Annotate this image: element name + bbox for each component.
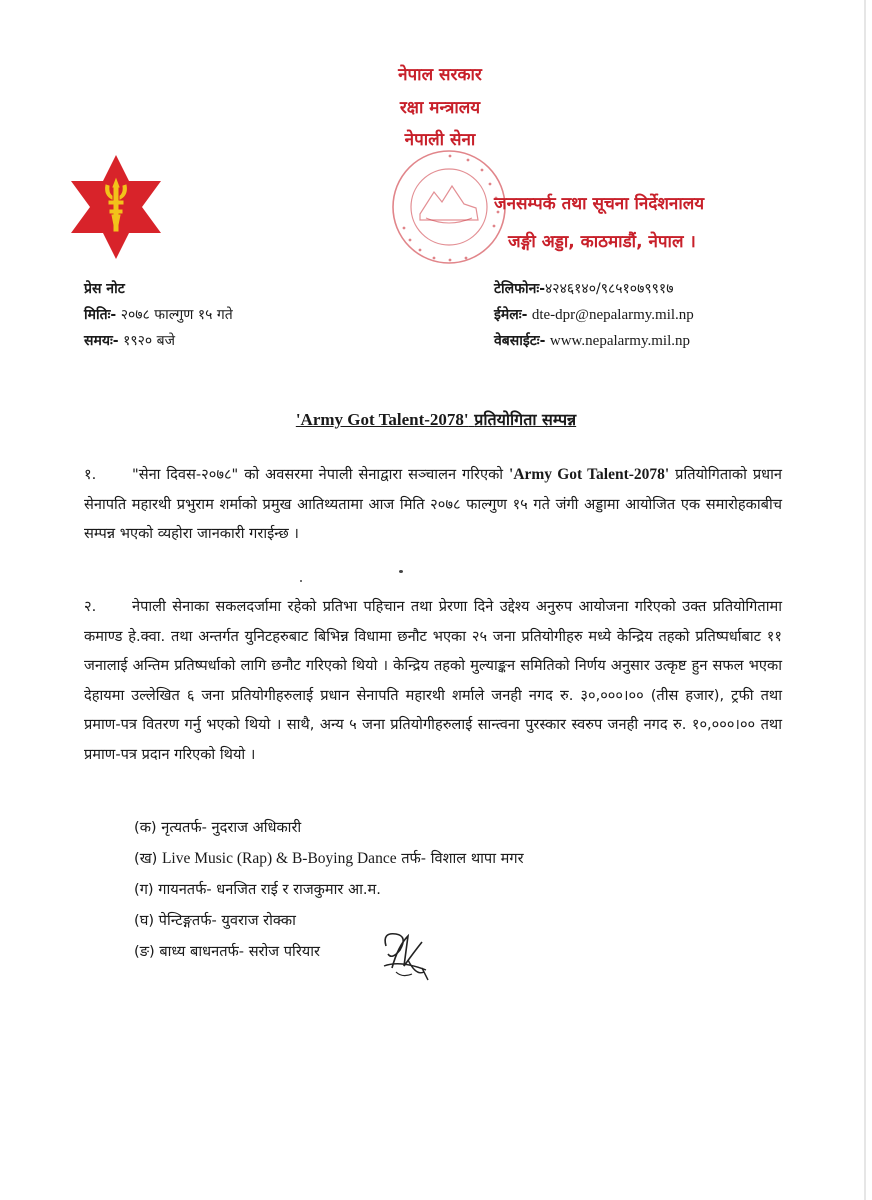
paragraph-2 [84,592,782,769]
date-value: २०७८ फाल्गुण १५ गते [120,307,233,323]
winners-list [134,812,524,967]
date-row [84,302,233,328]
paragraph-2-number: २. [84,598,97,615]
paragraph-1-number: १. [84,466,97,483]
list-item [134,843,524,874]
list-item-prefix: (ख) [134,850,158,867]
list-item: (ङ) बाध्य बाधनतर्फ- सरोज परियार [134,943,321,960]
phone-label: टेलिफोनः- [494,281,546,297]
press-meta-left [84,276,233,354]
email-label: ईमेलः- [494,307,528,323]
government-heading: नेपाल सरकार [398,65,482,85]
paragraph-2-text: नेपाली सेनाका सकलदर्जामा रहेको प्रतिभा पहिचान तथा प्रेरणा दिने उद्देश्य अनुरुप आयोजना गरिएको उक्त प्रतियोगितामा कमाण्ड हे.क्वा. तथा अन्तर्गत युनिटहरुबाट बिभिन्न विधामा छनौट भएका २५ जना प्रतियोगीहरु मध्ये केन्द्रिय तहको प्रतिष्पर्धाबाट ११ जनालाई अन्तिम प्रतिष्पर्धाको लागि छनौट गरिएको थियो । केन्द्रिय तहको मुल्याङ्कन समितिको निर्णय अनुसार उत्कृष्ट हुन सफल भएका देहायमा उल्लेखित ६ जना प्रतियोगीहरुलाई प्रधान सेनापति महारथी शर्माले जनही नगद रु. ३०,०००।०० (तीस हजार), ट्रफी तथा प्रमाण-पत्र वितरण गर्नु भएको थियो । साथै, अन्य ५ जना प्रतियोगीहरुलाई सान्त्वना पुरस्कार स्वरुप जनही नगद रु. १०,०००।०० तथा प्रमाण-पत्र प्रदान गरिएको थियो । [84,598,782,763]
press-note-label: प्रेस नोट [84,281,125,297]
time-row [84,328,233,354]
army-heading: नेपाली सेना [404,130,476,150]
directorate-address: जङ्गी अड्डा, काठमाडौं, नेपाल । [508,232,696,252]
list-item: (क) नृत्यतर्फ- नुदराज अधिकारी [134,819,302,836]
website-label: वेबसाईटः- [494,333,546,349]
directorate-seal-icon [390,148,508,266]
star-trident-emblem-icon [70,155,162,259]
list-item: (ग) गायनतर्फ- धनजित राई र राजकुमार आ.म. [134,881,381,898]
time-label: समयः- [84,333,119,349]
scan-speck [399,570,403,573]
paragraph-1-text-a: "सेना दिवस-२०७८" को अवसरमा नेपाली सेनाद्वारा सञ्चालन गरिएको [132,466,504,483]
website-value: www.nepalarmy.mil.np [549,333,690,349]
directorate-name: जनसम्पर्क तथा सूचना निर्देशनालय [494,194,705,214]
email-row [494,302,694,328]
signature-icon [378,926,434,982]
title-rest: प्रतियोगिता सम्पन्न [474,410,577,429]
list-item-suffix: तर्फ- विशाल थापा मगर [401,850,524,867]
website-row [494,328,694,354]
phone-value: ४२४६१४०/९८५१०७९९१७ [545,281,674,297]
email-value: dte-dpr@nepalarmy.mil.np [531,307,694,323]
time-value: १९२० बजे [123,333,176,349]
scan-speck [300,580,302,582]
scan-edge [864,0,866,1200]
paragraph-1 [84,460,782,549]
paragraph-1-text-b: प्रतियोगिताको प्रधान सेनापति महारथी प्रभुराम शर्माको प्रमुख आतिथ्यतामा आज मिति २०७८ फाल्गुण १५ गते जंगी अड्डामा आयोजित एक समारोहकाबीच सम्पन्न भएको व्यहोरा जानकारी गराईन्छ । [84,466,783,542]
document-title [84,408,788,430]
phone-row [494,276,694,302]
list-item: (घ) पेन्टिङ्गतर्फ- युवराज रोक्का [134,912,296,929]
contact-info [494,276,694,354]
paragraph-1-latin: 'Army Got Talent-2078' [509,466,670,483]
date-label: मितिः- [84,307,117,323]
title-latin: 'Army Got Talent-2078' [295,410,469,429]
ministry-heading: रक्षा मन्त्रालय [399,98,481,118]
list-item-latin: Live Music (Rap) & B-Boying Dance [161,850,397,867]
